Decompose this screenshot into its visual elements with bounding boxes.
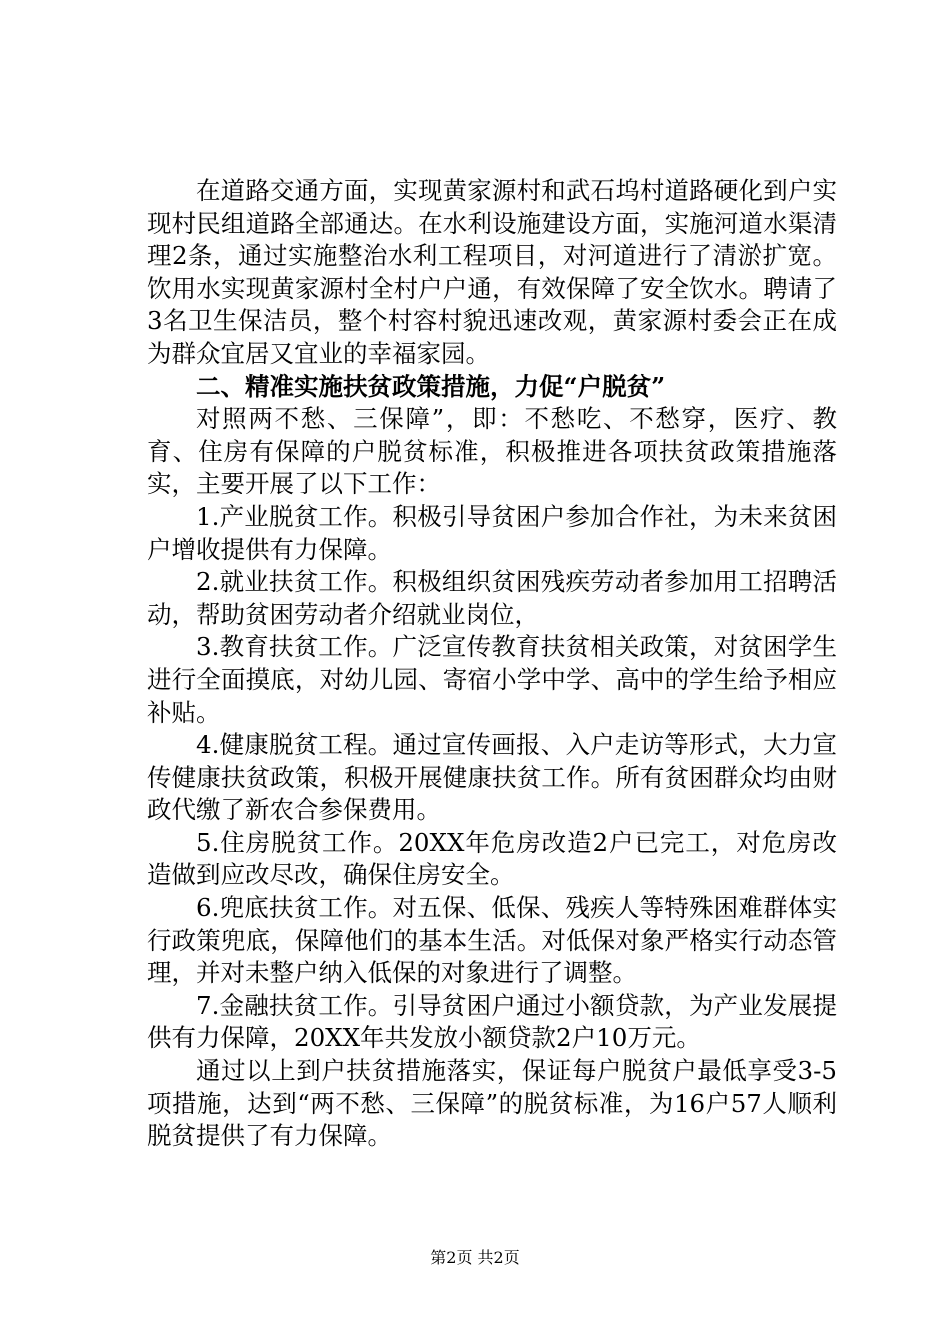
document-body bbox=[147, 175, 837, 1153]
paragraph-item-health: 4.健康脱贫工程。通过宣传画报、入户走访等形式，大力宣传健康扶贫政策，积极开展健康扶贫工作。所有贫困群众均由财政代缴了新农合参保费用。 bbox=[147, 730, 837, 825]
section-heading-policy: 二、精准实施扶贫政策措施，力促“户脱贫” bbox=[196, 371, 666, 401]
paragraph-conclusion: 通过以上到户扶贫措施落实，保证每户脱贫户最低享受3-5项措施，达到“两不愁、三保障”的脱贫标准，为16户57人顺利脱贫提供了有力保障。 bbox=[147, 1056, 837, 1151]
paragraph-item-industry: 1.产业脱贫工作。积极引导贫困户参加合作社，为未来贫困户增收提供有力保障。 bbox=[147, 501, 837, 564]
paragraph-item-housing: 5.住房脱贫工作。20XX年危房改造2户已完工，对危房改造做到应改尽改，确保住房安全。 bbox=[147, 827, 837, 890]
paragraph-item-employment: 2.就业扶贫工作。积极组织贫困残疾劳动者参加用工招聘活动，帮助贫困劳动者介绍就业岗位， bbox=[147, 567, 837, 629]
paragraph-infrastructure: 在道路交通方面，实现黄家源村和武石坞村道路硬化到户实现村民组道路全部通达。在水利设施建设方面，实施河道水渠清理2条，通过实施整治水利工程项目，对河道进行了清淤扩宽。饮用水实现黄家源村全村户户通，有效保障了安全饮水。聘请了3名卫生保洁员，整个村容村貌迅速改观，黄家源村委会正在成为群众宜居又宜业的幸福家园。 bbox=[147, 176, 837, 368]
paragraph-item-safety-net: 6.兜底扶贫工作。对五保、低保、残疾人等特殊困难群体实行政策兜底，保障他们的基本生活。对低保对象严格实行动态管理，并对未整户纳入低保的对象进行了调整。 bbox=[147, 893, 837, 988]
page-number-footer: 第2页 共2页 bbox=[430, 1248, 520, 1267]
paragraph-item-finance: 7.金融扶贫工作。引导贫困户通过小额贷款，为产业发展提供有力保障，20XX年共发放小额贷款2户10万元。 bbox=[147, 990, 837, 1053]
paragraph-standards: 对照两不愁、三保障”，即：不愁吃、不愁穿，医疗、教育、住房有保障的户脱贫标准，积极推进各项扶贫政策措施落实，主要开展了以下工作： bbox=[147, 404, 837, 499]
paragraph-item-education: 3.教育扶贫工作。广泛宣传教育扶贫相关政策，对贫困学生进行全面摸底，对幼儿园、寄宿小学中学、高中的学生给予相应补贴。 bbox=[147, 632, 837, 727]
